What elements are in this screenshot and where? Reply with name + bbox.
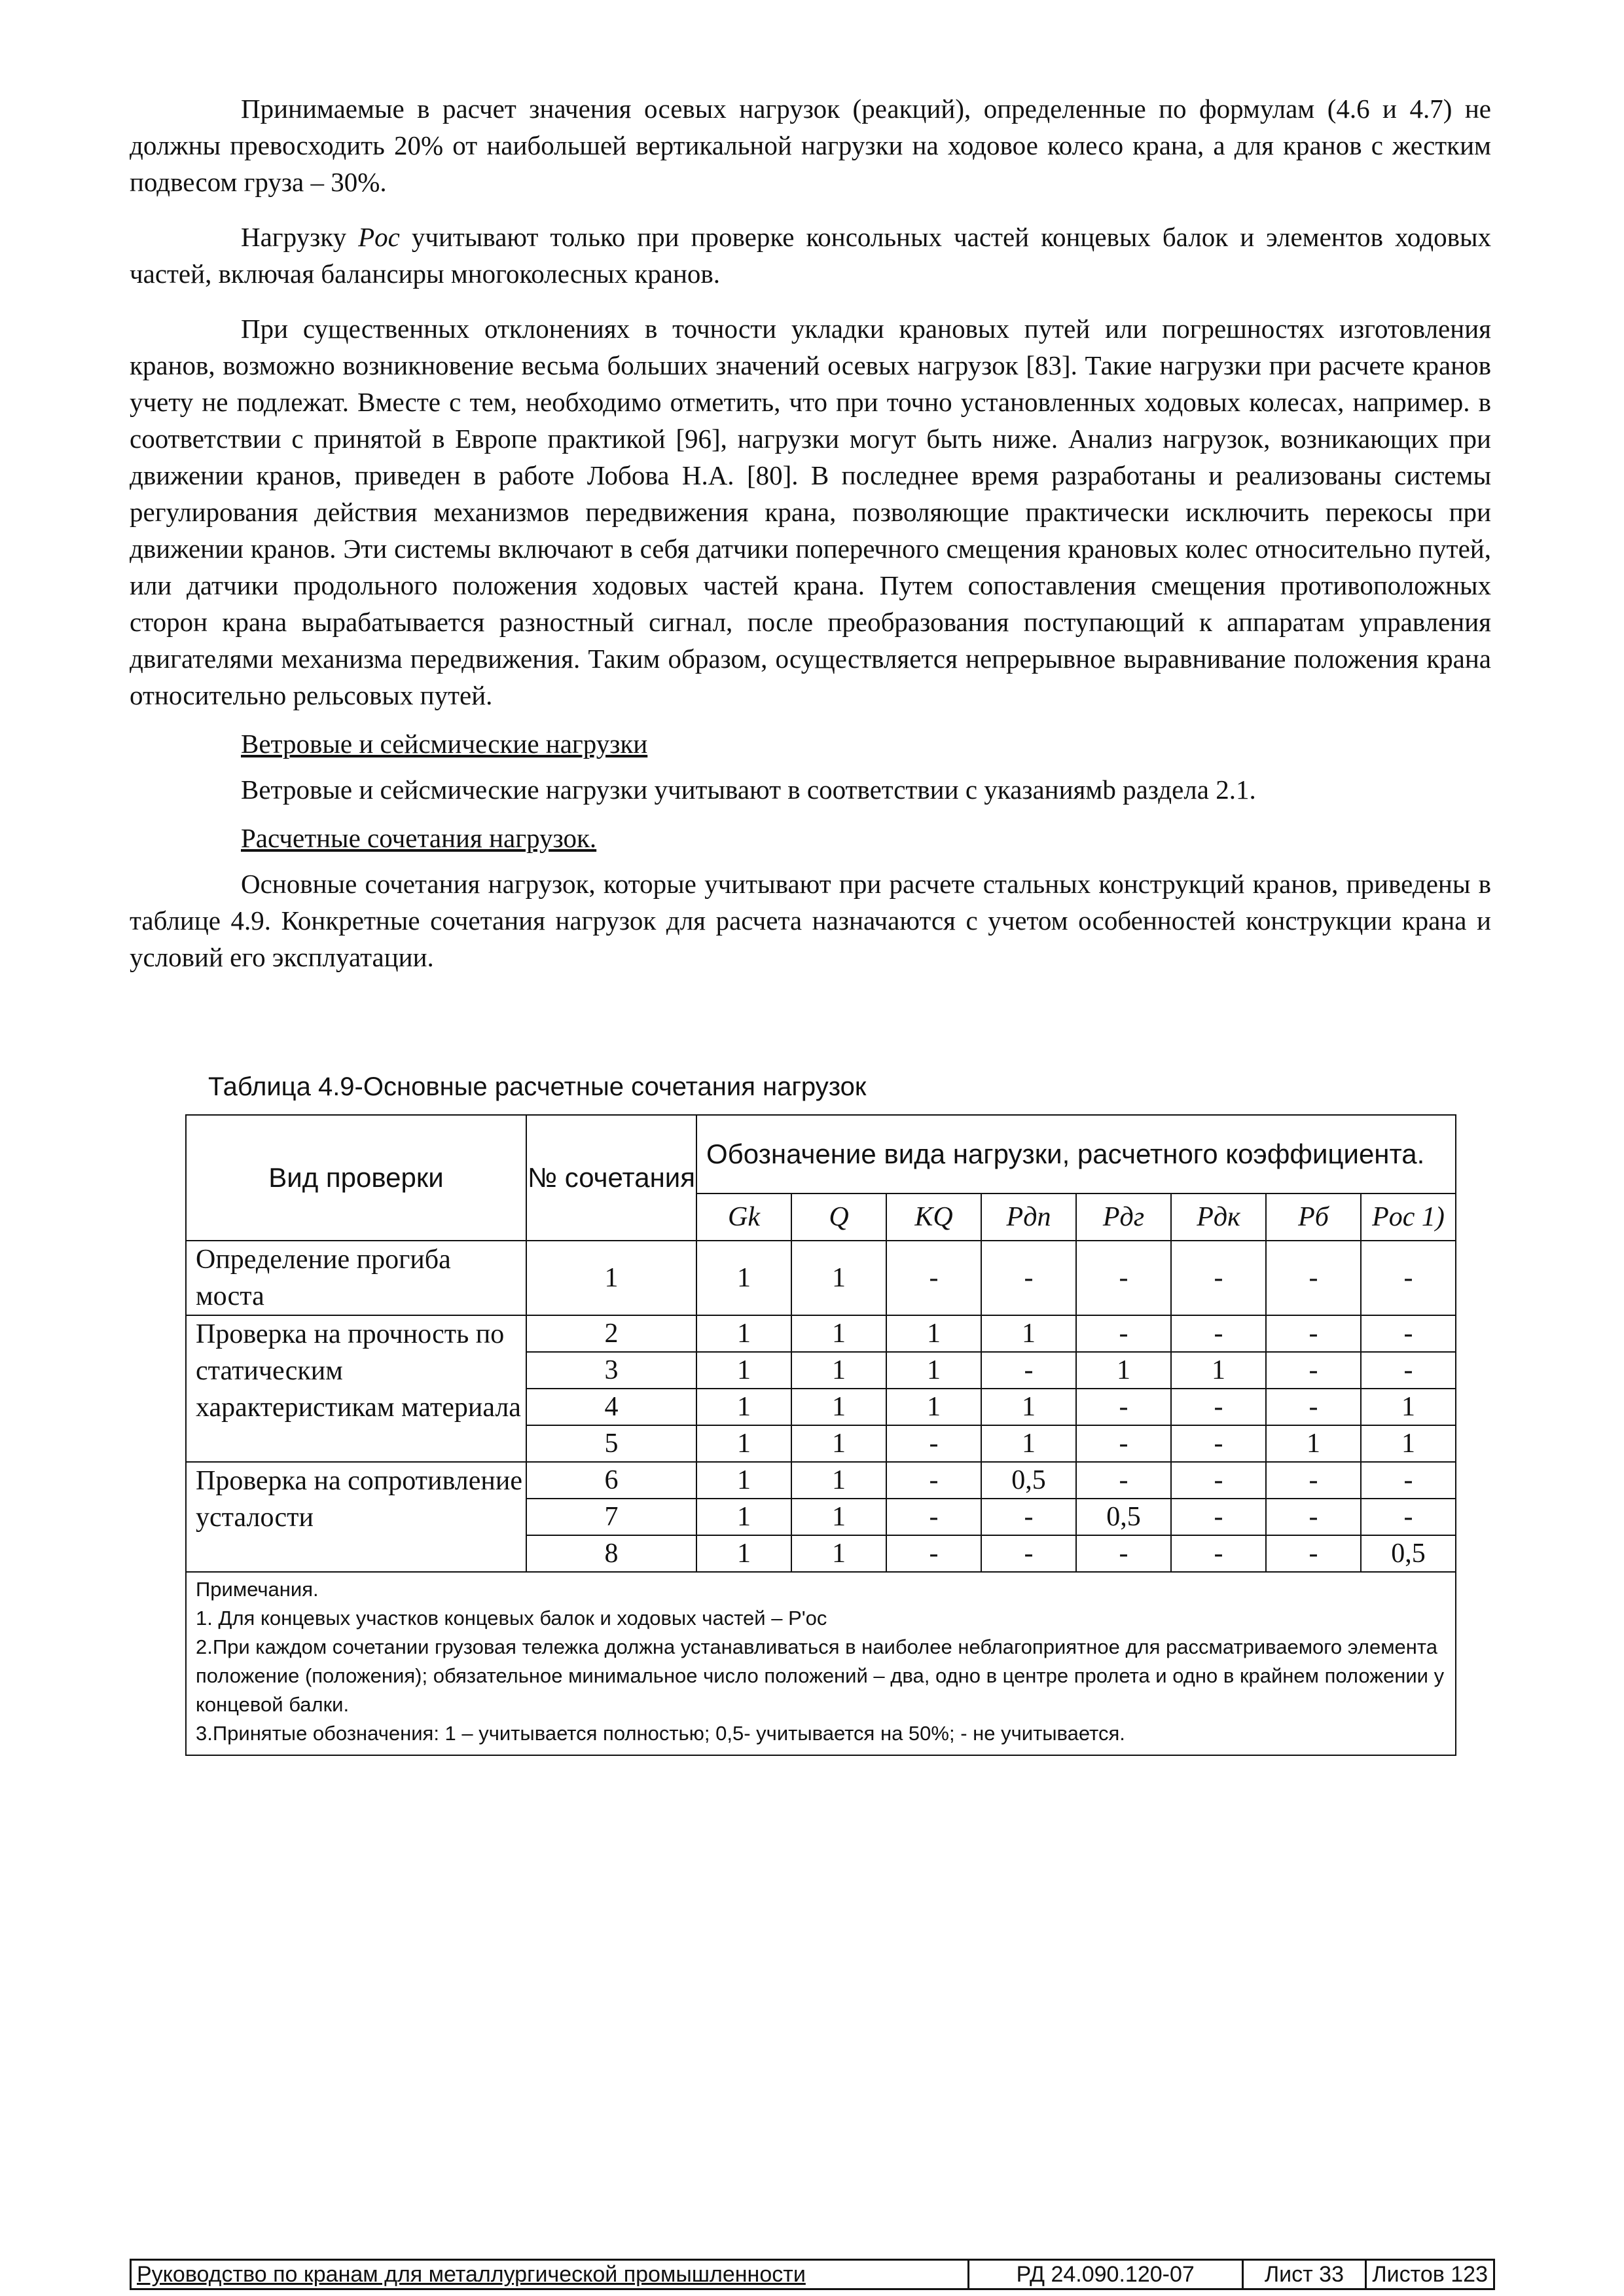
footer-sheet-number: Лист 33 [1244, 2261, 1367, 2288]
header-symbol: Pос 1) [1361, 1194, 1456, 1241]
header-symbol: KQ [886, 1194, 981, 1241]
value-cell: - [886, 1241, 981, 1315]
body-text [130, 90, 1491, 975]
value-cell: - [1266, 1462, 1361, 1499]
header-symbol: Pб [1266, 1194, 1361, 1241]
value-cell: 1 [696, 1425, 791, 1462]
value-cell: 1 [1361, 1389, 1456, 1425]
table-notes [186, 1572, 1456, 1755]
combination-number-cell: 2 [526, 1315, 696, 1352]
combination-number-cell: 7 [526, 1499, 696, 1535]
value-cell: 1 [696, 1462, 791, 1499]
value-cell: - [1171, 1425, 1266, 1462]
value-cell: - [1266, 1389, 1361, 1425]
combination-number-cell: 5 [526, 1425, 696, 1462]
paragraph-poc-load-b: учитывают только при проверке консольных частей концевых балок и элементов ходовых частей, включая балансиры многоколесных кранов. [130, 222, 1491, 289]
value-cell: - [886, 1425, 981, 1462]
header-combination-number: № сочетания [526, 1115, 696, 1241]
footer-total-sheets: Листов 123 [1372, 2262, 1488, 2287]
value-cell: - [981, 1535, 1076, 1572]
value-cell: - [1361, 1315, 1456, 1352]
header-symbol: Pдп [981, 1194, 1076, 1241]
value-cell: 1 [696, 1315, 791, 1352]
footer-document-title: Руководство по кранам для металлургической промышленности [132, 2261, 969, 2288]
table-row [186, 1462, 1456, 1499]
value-cell: - [1171, 1241, 1266, 1315]
heading-load-combinations: Расчетные сочетания нагрузок. [241, 823, 597, 853]
footer-document-code: РД 24.090.120-07 [969, 2261, 1244, 2288]
value-cell: 1 [791, 1389, 886, 1425]
value-cell: - [1076, 1425, 1171, 1462]
value-cell: 0,5 [1361, 1535, 1456, 1572]
value-cell: 1 [791, 1315, 886, 1352]
value-cell: 1 [981, 1425, 1076, 1462]
note-line: 3.Принятые обозначения: 1 – учитывается полностью; 0,5- учитывается на 50%; - не учитывается. [196, 1722, 1125, 1745]
value-cell: - [1266, 1241, 1361, 1315]
heading-wind-seismic: Ветровые и сейсмические нагрузки [241, 729, 648, 759]
value-cell: - [1361, 1241, 1456, 1315]
value-cell: - [1266, 1499, 1361, 1535]
check-type-cell: Определение прогиба моста [186, 1241, 526, 1315]
value-cell: - [1171, 1499, 1266, 1535]
symbol-poc: Pос [358, 222, 400, 252]
value-cell: 0,5 [981, 1462, 1076, 1499]
value-cell: 0,5 [1076, 1499, 1171, 1535]
value-cell: - [1266, 1535, 1361, 1572]
combination-number-cell: 6 [526, 1462, 696, 1499]
table-row [186, 1241, 1456, 1315]
value-cell: 1 [1171, 1352, 1266, 1389]
value-cell: - [886, 1462, 981, 1499]
header-load-designation: Обозначение вида нагрузки, расчетного коэффициента. [696, 1115, 1456, 1194]
value-cell: 1 [696, 1389, 791, 1425]
value-cell: - [1076, 1241, 1171, 1315]
value-cell: - [1266, 1315, 1361, 1352]
value-cell: 1 [696, 1499, 791, 1535]
value-cell: - [886, 1499, 981, 1535]
combination-number-cell: 4 [526, 1389, 696, 1425]
value-cell: 1 [696, 1241, 791, 1315]
value-cell: 1 [696, 1535, 791, 1572]
combination-number-cell: 3 [526, 1352, 696, 1389]
value-cell: 1 [1266, 1425, 1361, 1462]
combination-number-cell: 8 [526, 1535, 696, 1572]
paragraph-track-deviations: При существенных отклонениях в точности укладки крановых путей или погрешностях изготовления кранов, возможно возникновение весьма больших значений осевых нагрузок [83]. Такие нагрузки при расчете кранов учету не подлежат. Вместе с тем, необходимо отметить, что при точно установленных ходовых колесах, например. в соответствии с принятой в Европе практикой [96], нагрузки могут быть ниже. Анализ нагрузок, возникающих при движении кранов, приведен в работе Лобова Н.А. [80]. В последнее время разработаны и реализованы системы регулирования действия механизмов передвижения крана, позволяющие практически исключить перекосы при движении кранов. Эти системы включают в себя датчики поперечного смещения крановых колес относительно путей, или датчики продольного положения ходовых частей крана. Путем сопоставления смещения противоположных сторон крана вырабатывается разностный сигнал, после преобразования поступающий к аппаратам управления двигателями механизма передвижения. Таким образом, осуществляется непрерывное выравнивание положения крана относительно рельсовых путей. [130, 314, 1491, 710]
combination-number-cell: 1 [526, 1241, 696, 1315]
value-cell: 1 [981, 1315, 1076, 1352]
value-cell: - [1076, 1315, 1171, 1352]
value-cell: 1 [791, 1241, 886, 1315]
value-cell: - [1171, 1315, 1266, 1352]
paragraph-poc-load [130, 219, 1491, 292]
note-line: Примечания. [196, 1578, 319, 1601]
paragraph-wind-seismic: Ветровые и сейсмические нагрузки учитывают в соответствии с указаниямb раздела 2.1. [241, 774, 1256, 805]
value-cell: 1 [696, 1352, 791, 1389]
value-cell: - [1361, 1352, 1456, 1389]
value-cell: - [1171, 1535, 1266, 1572]
value-cell: - [1171, 1389, 1266, 1425]
header-symbol: Q [791, 1194, 886, 1241]
value-cell: - [1076, 1535, 1171, 1572]
load-combinations-table [185, 1114, 1456, 1756]
header-symbol: Pдк [1171, 1194, 1266, 1241]
value-cell: 1 [791, 1352, 886, 1389]
notes-row [186, 1572, 1456, 1755]
value-cell: 1 [1076, 1352, 1171, 1389]
note-line: 1. Для концевых участков концевых балок и ходовых частей – P'ос [196, 1607, 827, 1630]
value-cell: 1 [981, 1389, 1076, 1425]
value-cell: 1 [886, 1352, 981, 1389]
header-symbol: Gk [696, 1194, 791, 1241]
table-row [186, 1315, 1456, 1352]
header-symbol: Pдг [1076, 1194, 1171, 1241]
paragraph-axial-loads: Принимаемые в расчет значения осевых нагрузок (реакций), определенные по формулам (4.6 и 4.7) не должны превосходить 20% от наибольшей вертикальной нагрузки на ходовое колесо крана, а для кранов с жестким подвесом груза – 30%. [130, 94, 1491, 197]
value-cell: - [1171, 1462, 1266, 1499]
value-cell: - [1266, 1352, 1361, 1389]
value-cell: - [1361, 1462, 1456, 1499]
value-cell: 1 [791, 1499, 886, 1535]
value-cell: - [1361, 1499, 1456, 1535]
footer-stamp [130, 2259, 1495, 2290]
value-cell: - [981, 1352, 1076, 1389]
value-cell: - [1076, 1462, 1171, 1499]
check-type-cell: Проверка на прочность по статическим характеристикам материала [186, 1315, 526, 1462]
value-cell: 1 [791, 1425, 886, 1462]
value-cell: - [981, 1241, 1076, 1315]
paragraph-poc-load-a: Нагрузку [241, 222, 359, 252]
value-cell: 1 [791, 1535, 886, 1572]
paragraph-load-combinations: Основные сочетания нагрузок, которые учитывают при расчете стальных конструкций кранов, приведены в таблице 4.9. Конкретные сочетания нагрузок для расчета назначаются с учетом особенностей конструкции крана и условий его эксплуатации. [130, 869, 1491, 972]
value-cell: 1 [886, 1315, 981, 1352]
check-type-cell: Проверка на сопротивление усталости [186, 1462, 526, 1572]
table-caption: Таблица 4.9-Основные расчетные сочетания нагрузок [208, 1072, 867, 1101]
value-cell: 1 [1361, 1425, 1456, 1462]
note-line: 2.При каждом сочетании грузовая тележка должна устанавливаться в наиболее неблагоприятное для рассматриваемого элемента положение (положения); обязательное минимальное число положений – два, одно в центре пролета и одно в крайнем положении у концевой балки. [196, 1635, 1445, 1716]
value-cell: - [981, 1499, 1076, 1535]
value-cell: 1 [886, 1389, 981, 1425]
value-cell: 1 [791, 1462, 886, 1499]
value-cell: - [1076, 1389, 1171, 1425]
value-cell: - [886, 1535, 981, 1572]
header-check-type: Вид проверки [186, 1115, 526, 1241]
